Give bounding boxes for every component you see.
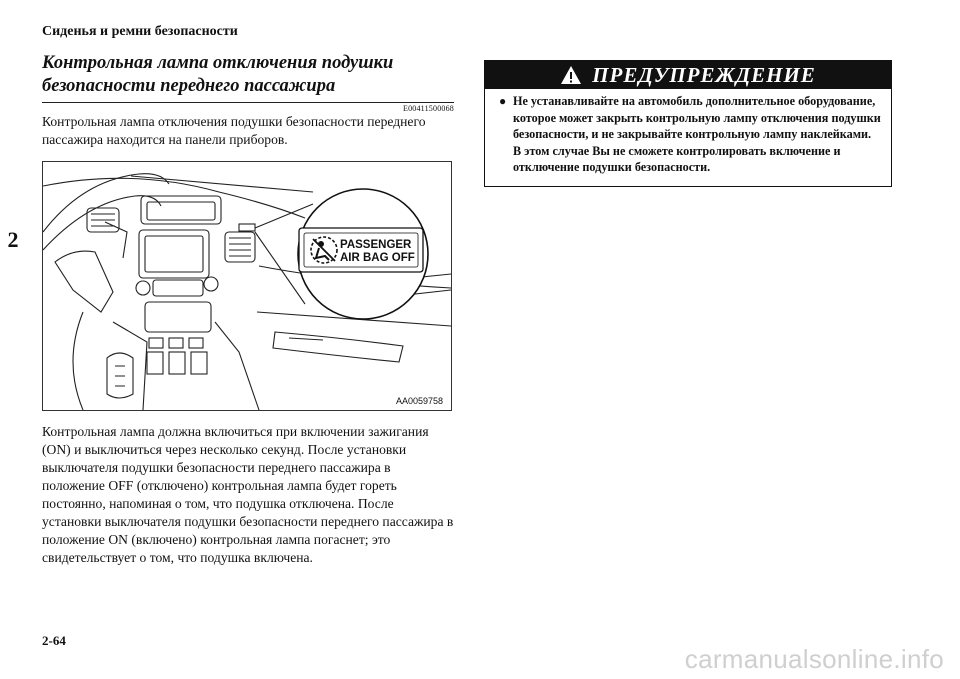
warning-box [484, 60, 892, 187]
section-title: Контрольная лампа отключения подушки безопасности переднего пассажира [42, 52, 454, 103]
indicator-label-line2: AIR BAG OFF [340, 252, 415, 264]
indicator-label-line1: PASSENGER [340, 239, 412, 251]
warning-triangle-icon [560, 65, 582, 85]
warning-body [485, 89, 891, 176]
warning-header [485, 61, 891, 89]
section-code: E00411500068 [403, 104, 454, 113]
warning-title: ПРЕДУПРЕЖДЕНИЕ [592, 62, 816, 87]
watermark: carmanualsonline.info [684, 644, 944, 674]
body-paragraph: Контрольная лампа должна включиться при включении зажигания (ON) и выключиться через несколько секунд. После установки выключателя подушки безопасности переднего пассажира в положение OFF (отключено) контрольная лампа будет гореть постоянно, напоминая о том, что подушка отключена. После установки выключателя подушки безопасности переднего пассажира в положение ON (включено) контрольная лампа погаснет; это свидетельствует о том, что подушка включена. [42, 424, 454, 565]
warning-bullet: ● [499, 94, 507, 108]
running-header: Сиденья и ремни безопасности [42, 24, 238, 39]
chapter-tab: 2 [0, 212, 26, 268]
intro-paragraph: Контрольная лампа отключения подушки безопасности переднего пассажира находится на панели приборов. [42, 114, 426, 147]
dashboard-drawing [43, 162, 451, 410]
warning-text: Не устанавливайте на автомобиль дополнительное оборудование, которое может закрыть контрольную лампу отключения подушки безопасности, и не закрывайте контрольную лампу наклейками. В этом случае Вы не сможете контролировать включение и отключение подушки безопасности. [513, 94, 881, 174]
figure-code: AA0059758 [395, 396, 443, 406]
dashboard-illustration [42, 161, 452, 411]
left-column [42, 52, 454, 567]
page-number: 2-64 [42, 633, 66, 648]
